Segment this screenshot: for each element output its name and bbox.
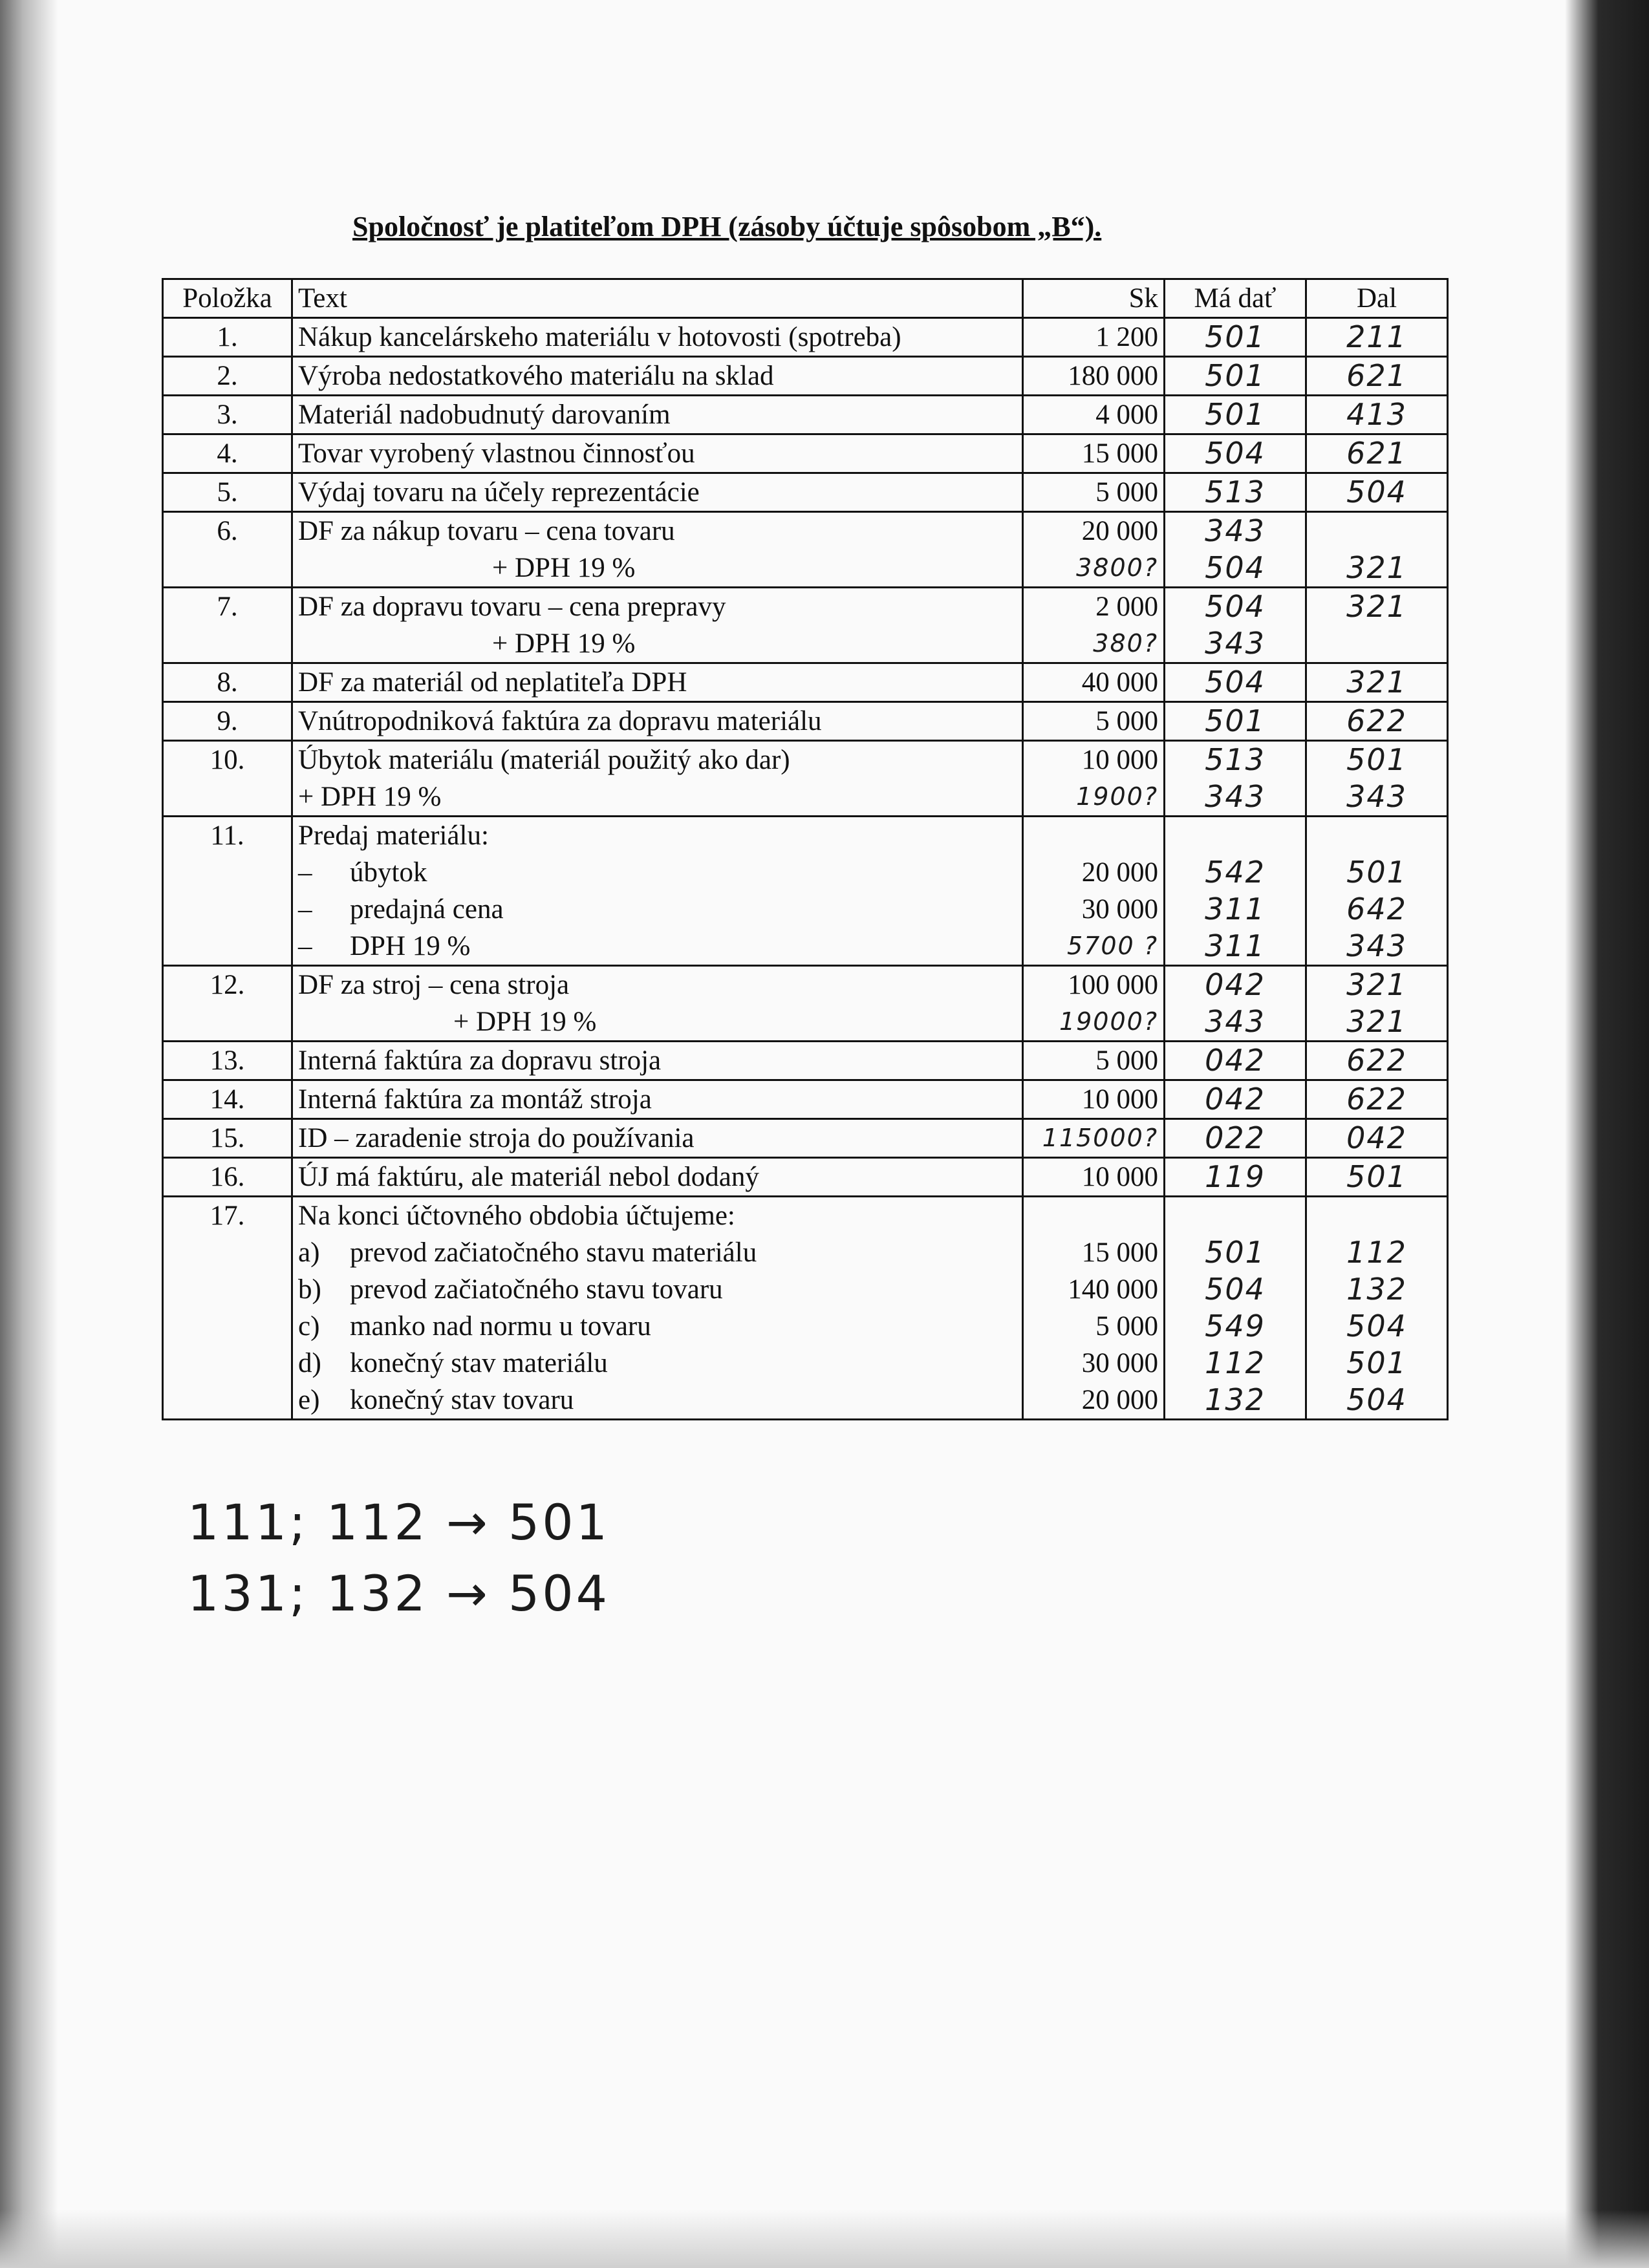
debit-account bbox=[1165, 702, 1306, 741]
text-line: Výdaj tovaru na účely reprezentácie bbox=[298, 477, 700, 508]
row-text bbox=[292, 1042, 1023, 1080]
text-line: DF za nákup tovaru – cena tovaru bbox=[298, 516, 675, 546]
amount-value: 20 000 bbox=[1081, 857, 1158, 888]
credit-account-value: 622 bbox=[1346, 1082, 1407, 1117]
credit-account-value: 504 bbox=[1346, 1309, 1407, 1343]
debit-account-value: 542 bbox=[1205, 855, 1266, 890]
credit-account-value: 321 bbox=[1346, 1004, 1407, 1039]
row-text bbox=[292, 817, 1023, 966]
debit-account-value: 042 bbox=[1205, 1082, 1266, 1117]
credit-account-value bbox=[1312, 513, 1441, 550]
list-dash: – bbox=[298, 857, 312, 888]
debit-account bbox=[1165, 741, 1306, 817]
sub-item bbox=[298, 1234, 1017, 1271]
amount bbox=[1023, 434, 1165, 473]
text-line: + DPH 19 % bbox=[453, 1007, 597, 1037]
credit-account-value: 413 bbox=[1346, 397, 1407, 432]
text-line: Interná faktúra za montáž stroja bbox=[298, 1084, 652, 1115]
row-number: 8. bbox=[163, 663, 292, 702]
debit-account bbox=[1165, 1042, 1306, 1080]
amount bbox=[1023, 702, 1165, 741]
ledger-table bbox=[162, 278, 1449, 1420]
credit-account bbox=[1306, 318, 1448, 357]
credit-account bbox=[1306, 512, 1448, 588]
amount bbox=[1023, 1158, 1165, 1197]
credit-account-value: 621 bbox=[1346, 358, 1407, 393]
row-number: 13. bbox=[163, 1042, 292, 1080]
debit-account-value: 112 bbox=[1205, 1345, 1266, 1380]
amount bbox=[1023, 817, 1165, 966]
credit-account bbox=[1306, 357, 1448, 396]
sub-item bbox=[298, 891, 1017, 928]
amount bbox=[1023, 663, 1165, 702]
debit-account bbox=[1165, 434, 1306, 473]
table-row bbox=[163, 1158, 1448, 1197]
row-number: 7. bbox=[163, 588, 292, 663]
debit-account bbox=[1165, 1197, 1306, 1420]
amount bbox=[1023, 357, 1165, 396]
row-text bbox=[292, 741, 1023, 817]
credit-account bbox=[1306, 702, 1448, 741]
text-line: Výroba nedostatkového materiálu na sklad bbox=[298, 361, 774, 391]
debit-account-value: 501 bbox=[1205, 1235, 1266, 1270]
table-row bbox=[163, 434, 1448, 473]
line-text: predajná cena bbox=[350, 894, 504, 925]
row-number: 16. bbox=[163, 1158, 292, 1197]
list-dash: – bbox=[298, 931, 312, 961]
row-text bbox=[292, 966, 1023, 1042]
debit-account bbox=[1165, 1119, 1306, 1158]
amount bbox=[1023, 588, 1165, 663]
row-text bbox=[292, 1158, 1023, 1197]
amount-value: 10 000 bbox=[1081, 745, 1158, 775]
credit-account-value: 622 bbox=[1346, 1043, 1407, 1078]
row-number: 4. bbox=[163, 434, 292, 473]
note-line: 131; 132 → 504 bbox=[188, 1565, 610, 1622]
list-letter: b) bbox=[298, 1274, 321, 1305]
debit-account-value: 501 bbox=[1205, 703, 1266, 738]
credit-account-value: 621 bbox=[1346, 436, 1407, 471]
line-text: prevod začiatočného stavu tovaru bbox=[350, 1274, 723, 1305]
amount-value: 19000? bbox=[1059, 1007, 1158, 1036]
credit-account bbox=[1306, 966, 1448, 1042]
debit-account-value: 504 bbox=[1205, 665, 1266, 700]
credit-account-value: 642 bbox=[1346, 892, 1407, 926]
credit-account-value: 321 bbox=[1346, 967, 1407, 1002]
text-line: Tovar vyrobený vlastnou činnosťou bbox=[298, 438, 695, 469]
debit-account-value: 343 bbox=[1205, 513, 1266, 548]
row-number: 12. bbox=[163, 966, 292, 1042]
sub-item bbox=[298, 1271, 1017, 1308]
row-text bbox=[292, 473, 1023, 512]
row-number: 3. bbox=[163, 396, 292, 434]
row-text bbox=[292, 357, 1023, 396]
amount-value: 5 000 bbox=[1095, 1311, 1158, 1342]
credit-account bbox=[1306, 663, 1448, 702]
line-text: úbytok bbox=[350, 857, 427, 888]
amount bbox=[1023, 1042, 1165, 1080]
credit-account bbox=[1306, 1042, 1448, 1080]
amount-value: 30 000 bbox=[1081, 894, 1158, 925]
credit-account bbox=[1306, 817, 1448, 966]
debit-account-value: 042 bbox=[1205, 1043, 1266, 1078]
header-polozka: Položka bbox=[163, 279, 292, 318]
amount-value bbox=[1029, 817, 1158, 854]
list-letter: c) bbox=[298, 1311, 320, 1342]
credit-account bbox=[1306, 1158, 1448, 1197]
debit-account-value: 022 bbox=[1205, 1120, 1266, 1155]
row-text bbox=[292, 396, 1023, 434]
table-row bbox=[163, 1042, 1448, 1080]
amount bbox=[1023, 318, 1165, 357]
row-number: 9. bbox=[163, 702, 292, 741]
table-row bbox=[163, 1197, 1448, 1420]
table-row bbox=[163, 966, 1448, 1042]
amount bbox=[1023, 396, 1165, 434]
row-text bbox=[292, 1080, 1023, 1119]
amount-value: 3800? bbox=[1076, 553, 1158, 582]
debit-account-value: 504 bbox=[1205, 589, 1266, 624]
debit-account-value: 501 bbox=[1205, 397, 1266, 432]
text-line: + DPH 19 % bbox=[298, 782, 442, 812]
list-letter: a) bbox=[298, 1237, 320, 1268]
debit-account bbox=[1165, 817, 1306, 966]
debit-account-value bbox=[1170, 817, 1300, 854]
debit-account-value bbox=[1170, 1197, 1300, 1234]
debit-account-value: 311 bbox=[1205, 892, 1266, 926]
text-line: Nákup kancelárskeho materiálu v hotovosti (spotreba) bbox=[298, 322, 901, 352]
table-row bbox=[163, 396, 1448, 434]
text-line: + DPH 19 % bbox=[492, 628, 636, 659]
debit-account bbox=[1165, 512, 1306, 588]
amount-value: 100 000 bbox=[1068, 970, 1158, 1000]
scan-edge-left bbox=[0, 0, 58, 2268]
table-header-row bbox=[163, 279, 1448, 318]
credit-account bbox=[1306, 1119, 1448, 1158]
row-number: 6. bbox=[163, 512, 292, 588]
table-row bbox=[163, 357, 1448, 396]
credit-account-value bbox=[1312, 1197, 1441, 1234]
credit-account-value: 321 bbox=[1346, 665, 1407, 700]
scan-edge-bottom bbox=[0, 2210, 1649, 2268]
row-text bbox=[292, 318, 1023, 357]
credit-account bbox=[1306, 434, 1448, 473]
amount-value: 5 000 bbox=[1095, 1045, 1158, 1076]
debit-account bbox=[1165, 357, 1306, 396]
debit-account bbox=[1165, 588, 1306, 663]
credit-account bbox=[1306, 1197, 1448, 1420]
debit-account-value: 513 bbox=[1205, 742, 1266, 777]
amount-value: 20 000 bbox=[1081, 516, 1158, 546]
amount-value: 5 000 bbox=[1095, 706, 1158, 736]
credit-account-value: 501 bbox=[1346, 742, 1407, 777]
amount bbox=[1023, 473, 1165, 512]
debit-account bbox=[1165, 966, 1306, 1042]
header-text: Text bbox=[292, 279, 1023, 318]
header-sk: Sk bbox=[1023, 279, 1165, 318]
amount-value: 380? bbox=[1093, 629, 1158, 658]
row-text bbox=[292, 512, 1023, 588]
table-row bbox=[163, 663, 1448, 702]
amount-value: 1 200 bbox=[1095, 322, 1158, 352]
text-line: DF za dopravu tovaru – cena prepravy bbox=[298, 592, 726, 622]
sub-item bbox=[298, 928, 1017, 965]
amount-value: 40 000 bbox=[1081, 667, 1158, 698]
sub-item bbox=[298, 1345, 1017, 1382]
table-row bbox=[163, 473, 1448, 512]
ledger-body bbox=[163, 318, 1448, 1420]
debit-account bbox=[1165, 396, 1306, 434]
list-letter: d) bbox=[298, 1348, 321, 1378]
credit-account-value: 343 bbox=[1346, 928, 1407, 963]
credit-account-value: 504 bbox=[1346, 475, 1407, 509]
debit-account-value: 119 bbox=[1205, 1159, 1266, 1194]
credit-account-value: 211 bbox=[1346, 319, 1407, 354]
sub-item bbox=[298, 854, 1017, 891]
debit-account-value: 042 bbox=[1205, 967, 1266, 1002]
row-text bbox=[292, 1119, 1023, 1158]
amount bbox=[1023, 1197, 1165, 1420]
debit-account-value: 513 bbox=[1205, 475, 1266, 509]
credit-account bbox=[1306, 588, 1448, 663]
credit-account-value: 321 bbox=[1346, 550, 1407, 585]
credit-account-value bbox=[1312, 817, 1441, 854]
text-line: ÚJ má faktúru, ale materiál nebol dodaný bbox=[298, 1162, 759, 1192]
amount-value: 15 000 bbox=[1081, 438, 1158, 469]
row-number: 17. bbox=[163, 1197, 292, 1420]
text-line: Materiál nadobudnutý darovaním bbox=[298, 400, 671, 430]
debit-account-value: 343 bbox=[1205, 779, 1266, 814]
debit-account-value: 549 bbox=[1205, 1309, 1266, 1343]
amount-value: 5 000 bbox=[1095, 477, 1158, 508]
line-text: DPH 19 % bbox=[350, 931, 471, 961]
credit-account-value: 501 bbox=[1346, 1159, 1407, 1194]
table-row bbox=[163, 1080, 1448, 1119]
row-number: 5. bbox=[163, 473, 292, 512]
header-dal: Dal bbox=[1306, 279, 1448, 318]
header-ma-dat: Má dať bbox=[1165, 279, 1306, 318]
row-text bbox=[292, 434, 1023, 473]
debit-account-value: 504 bbox=[1205, 550, 1266, 585]
debit-account bbox=[1165, 473, 1306, 512]
row-number: 11. bbox=[163, 817, 292, 966]
text-line: Na konci účtovného obdobia účtujeme: bbox=[298, 1201, 735, 1231]
row-number: 15. bbox=[163, 1119, 292, 1158]
debit-account-value: 504 bbox=[1205, 1272, 1266, 1307]
text-line: DF za materiál od neplatiteľa DPH bbox=[298, 667, 687, 698]
list-letter: e) bbox=[298, 1385, 320, 1415]
row-text bbox=[292, 588, 1023, 663]
text-line: DF za stroj – cena stroja bbox=[298, 970, 570, 1000]
text-line: Interná faktúra za dopravu stroja bbox=[298, 1045, 662, 1076]
text-line: ID – zaradenie stroja do používania bbox=[298, 1123, 695, 1153]
line-text: konečný stav materiálu bbox=[350, 1348, 608, 1378]
text-line: Úbytok materiálu (materiál použitý ako dar) bbox=[298, 745, 790, 775]
debit-account-value: 504 bbox=[1205, 436, 1266, 471]
line-text: konečný stav tovaru bbox=[350, 1385, 574, 1415]
credit-account bbox=[1306, 1080, 1448, 1119]
credit-account-value: 501 bbox=[1346, 1345, 1407, 1380]
amount-value: 140 000 bbox=[1068, 1274, 1158, 1305]
row-text bbox=[292, 1197, 1023, 1420]
amount-value: 180 000 bbox=[1068, 361, 1158, 391]
text-line: Vnútropodniková faktúra za dopravu materiálu bbox=[298, 706, 822, 736]
text-line: Predaj materiálu: bbox=[298, 820, 489, 851]
handwritten-notes bbox=[188, 1487, 610, 1629]
amount-value: 10 000 bbox=[1081, 1162, 1158, 1192]
credit-account-value: 132 bbox=[1346, 1272, 1407, 1307]
debit-account bbox=[1165, 1158, 1306, 1197]
sub-item bbox=[298, 1382, 1017, 1418]
debit-account-value: 343 bbox=[1205, 626, 1266, 661]
amount bbox=[1023, 512, 1165, 588]
debit-account bbox=[1165, 318, 1306, 357]
table-row bbox=[163, 702, 1448, 741]
sub-item bbox=[298, 1308, 1017, 1345]
line-text: manko nad normu u tovaru bbox=[350, 1311, 651, 1342]
debit-account-value: 501 bbox=[1205, 358, 1266, 393]
credit-account-value: 321 bbox=[1346, 589, 1407, 624]
credit-account-value: 112 bbox=[1346, 1235, 1407, 1270]
amount-value: 30 000 bbox=[1081, 1348, 1158, 1378]
amount-value: 5700 ? bbox=[1067, 932, 1158, 960]
credit-account bbox=[1306, 741, 1448, 817]
row-number: 10. bbox=[163, 741, 292, 817]
row-number: 2. bbox=[163, 357, 292, 396]
amount-value bbox=[1029, 1197, 1158, 1234]
debit-account-value: 132 bbox=[1205, 1382, 1266, 1417]
credit-account-value: 504 bbox=[1346, 1382, 1407, 1417]
table-row bbox=[163, 512, 1448, 588]
page-title: Spoločnosť je platiteľom DPH (zásoby účtuje spôsobom „B“). bbox=[352, 211, 1102, 242]
amount-value: 115000? bbox=[1042, 1124, 1158, 1152]
amount-value: 4 000 bbox=[1095, 400, 1158, 430]
debit-account-value: 343 bbox=[1205, 1004, 1266, 1039]
amount-value: 1900? bbox=[1076, 782, 1158, 811]
line-text: prevod začiatočného stavu materiálu bbox=[350, 1237, 757, 1268]
credit-account-value bbox=[1312, 625, 1441, 662]
credit-account bbox=[1306, 396, 1448, 434]
amount-value: 10 000 bbox=[1081, 1084, 1158, 1115]
list-dash: – bbox=[298, 894, 312, 925]
credit-account bbox=[1306, 473, 1448, 512]
table-row bbox=[163, 1119, 1448, 1158]
table-row bbox=[163, 817, 1448, 966]
credit-account-value: 501 bbox=[1346, 855, 1407, 890]
amount bbox=[1023, 1080, 1165, 1119]
amount-value: 15 000 bbox=[1081, 1237, 1158, 1268]
amount-value: 20 000 bbox=[1081, 1385, 1158, 1415]
row-number: 1. bbox=[163, 318, 292, 357]
amount bbox=[1023, 741, 1165, 817]
debit-account-value: 501 bbox=[1205, 319, 1266, 354]
row-text bbox=[292, 702, 1023, 741]
debit-account bbox=[1165, 1080, 1306, 1119]
credit-account-value: 042 bbox=[1346, 1120, 1407, 1155]
amount-value: 2 000 bbox=[1095, 592, 1158, 622]
credit-account-value: 622 bbox=[1346, 703, 1407, 738]
table-row bbox=[163, 318, 1448, 357]
debit-account bbox=[1165, 663, 1306, 702]
row-number: 14. bbox=[163, 1080, 292, 1119]
debit-account-value: 311 bbox=[1205, 928, 1266, 963]
row-text bbox=[292, 663, 1023, 702]
table-row bbox=[163, 588, 1448, 663]
amount bbox=[1023, 1119, 1165, 1158]
amount bbox=[1023, 966, 1165, 1042]
table-row bbox=[163, 741, 1448, 817]
text-line: + DPH 19 % bbox=[492, 553, 636, 583]
note-line: 111; 112 → 501 bbox=[188, 1493, 610, 1551]
credit-account-value: 343 bbox=[1346, 779, 1407, 814]
scan-edge-right bbox=[1565, 0, 1649, 2268]
